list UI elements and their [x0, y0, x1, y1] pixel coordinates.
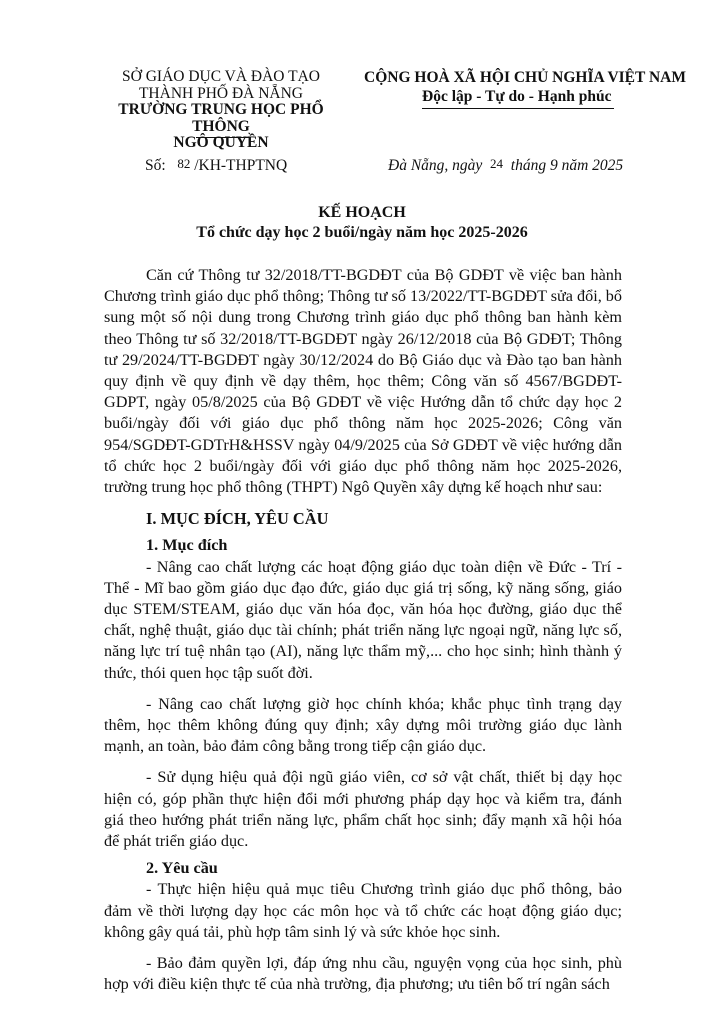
- subsection-heading-requirements: 2. Yêu cầu: [146, 859, 218, 878]
- agency-underline: [196, 137, 251, 138]
- requirement-paragraph-1: - Thực hiện hiệu quả mục tiêu Chương trình giáo dục phổ thông, bảo đảm về thời lượng dạy học các môn học và tổ chức các hoạt động giáo dục; không gây quá tải, phù hợp tâm sinh lý và sức khỏe học sinh.: [104, 880, 622, 941]
- document-number: [145, 157, 287, 175]
- issuing-agency-block: [96, 69, 346, 152]
- section-heading: I. MỤC ĐÍCH, YÊU CẦU: [146, 509, 329, 529]
- purpose-paragraph-3: - Sử dụng hiệu quả đội ngũ giáo viên, cơ sở vật chất, thiết bị dạy học hiện có, góp phần thực hiện đổi mới phương pháp dạy học và kiểm tra, đánh giá theo hướng phát triển năng lực, phẩm chất học sinh; đẩy mạnh xã hội hóa để phát triển giáo dục.: [104, 768, 622, 851]
- document-number-prefix: Số:: [145, 157, 166, 174]
- document-title: KẾ HOẠCH: [318, 204, 406, 221]
- motto-underline: [422, 108, 614, 109]
- agency-line-1: SỞ GIÁO DỤC VÀ ĐÀO TẠO: [122, 68, 320, 85]
- date-prefix: Đà Nẵng, ngày: [388, 157, 483, 174]
- nation-title: CỘNG HOÀ XÃ HỘI CHỦ NGHĨA VIỆT NAM: [364, 69, 686, 86]
- document-body: [104, 265, 622, 996]
- national-motto: Độc lập - Tự do - Hạnh phúc: [422, 88, 612, 105]
- agency-line-2: THÀNH PHỐ ĐÀ NẴNG: [138, 84, 304, 102]
- purpose-paragraph-2: - Nâng cao chất lượng giờ học chính khóa; khắc phục tình trạng dạy thêm, học thêm không đúng quy định; xây dựng môi trường giáo dục lành mạnh, an toàn, bảo đảm công bằng trong tiếp cận giáo dục.: [104, 694, 622, 756]
- school-name-line-1: TRƯỜNG TRUNG HỌC PHỔ THÔNG: [118, 101, 324, 135]
- document-number-suffix: /KH-THPTNQ: [194, 157, 288, 174]
- date-suffix: tháng 9 năm 2025: [510, 157, 624, 174]
- document-number-value: 82: [177, 156, 191, 171]
- date-day: 24: [490, 156, 504, 171]
- purpose-paragraph-1: - Nâng cao chất lượng các hoạt động giáo dục toàn diện về Đức - Trí - Thể - Mĩ bao gồm giáo dục đạo đức, giáo dục giá trị sống, kỹ năng sống, giáo dục STEM/STEAM, giáo dục văn hóa đọc, văn hóa học đường, giáo dục thể chất, nghệ thuật, giáo dục tài chính; phát triển năng lực ngoại ngữ, năng lực số, năng lực trí tuệ nhân tạo (AI), năng lực thẩm mỹ,... cho học sinh; hình thành ý thức, thói quen học tập suốt đời.: [104, 557, 622, 682]
- requirement-paragraph-2: - Bảo đảm quyền lợi, đáp ứng nhu cầu, nguyện vọng của học sinh, phù hợp với điều kiện thực tế của nhà trường, địa phương; ưu tiên bố trí ngân sách: [104, 954, 622, 994]
- national-heading-block: [360, 69, 690, 105]
- document-date: [388, 157, 623, 175]
- document-subtitle: Tổ chức dạy học 2 buổi/ngày năm học 2025-2026: [196, 224, 528, 241]
- school-name-line-2: NGÔ QUYỀN: [173, 134, 269, 151]
- subsection-heading-purpose: 1. Mục đích: [146, 536, 228, 555]
- intro-paragraph: Căn cứ Thông tư 32/2018/TT-BGDĐT của Bộ GDĐT về việc ban hành Chương trình giáo dục phổ thông; Thông tư số 13/2022/TT-BGDĐT sửa đổi, bổ sung một số nội dung trong Chương trình giáo dục phổ thông ban hành kèm theo Thông tư số 32/2018/TT-BGDĐT ngày 26/12/2018 của Bộ GDĐT; Thông tư 29/2024/TT-BGDĐT ngày 30/12/2024 do Bộ Giáo dục và Đào tạo ban hành quy định về quy định về dạy thêm, học thêm; Công văn số 4567/BGDĐT-GDPT, ngày 05/8/2025 của Bộ GDĐT về việc Hướng dẫn tổ chức dạy học 2 buổi/ngày đối với giáo dục phổ thông năm học 2025-2026; Công văn 954/SGDĐT-GDTrH&HSSV ngày 04/9/2025 của Sở GDĐT về việc hướng dẫn tổ chức học 2 buổi/ngày đối với giáo dục phổ thông năm học 2025-2026, trường trung học phổ thông (THPT) Ngô Quyền xây dựng kế hoạch như sau:: [104, 266, 622, 497]
